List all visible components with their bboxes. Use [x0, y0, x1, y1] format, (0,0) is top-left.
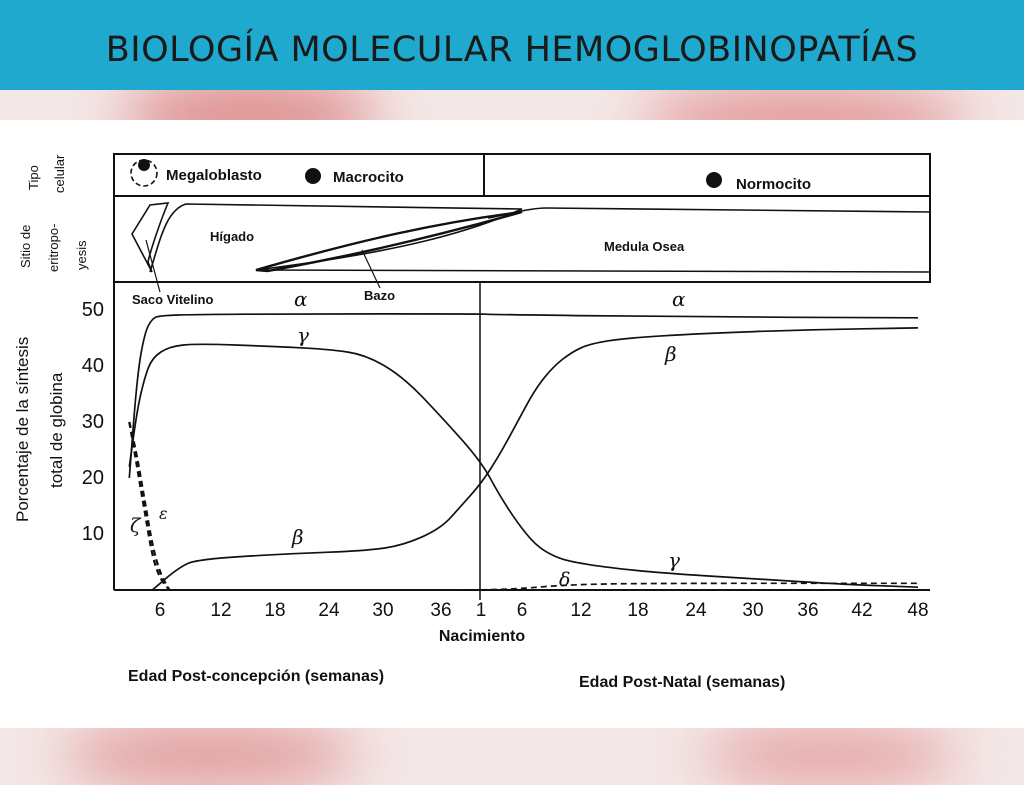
y-tick-50: 50 — [81, 299, 104, 321]
cell-type-macrocito: Macrocito — [333, 169, 404, 186]
x-tick-post-48: 48 — [907, 600, 929, 621]
row-labels — [18, 154, 89, 272]
label-delta: δ — [559, 569, 571, 591]
site-label-higado: Hígado — [210, 229, 255, 244]
x-tick-pre-30: 30 — [372, 600, 394, 621]
x-tick-pre-18: 18 — [264, 600, 286, 621]
y-axis-label-1: Porcentaje de la síntesis — [13, 336, 32, 522]
cell-type-row — [131, 159, 811, 193]
bone-marrow-shape — [488, 208, 930, 218]
megaloblast-nucleus-icon — [138, 159, 150, 171]
series-layer — [129, 314, 918, 590]
y-tick-20: 20 — [81, 467, 104, 489]
site-label-bazo: Bazo — [364, 288, 396, 303]
y-tick-10: 10 — [81, 523, 104, 545]
x-tick-post-36: 36 — [797, 600, 819, 621]
row-label-celular: celular — [52, 154, 67, 193]
spleen-shape — [256, 212, 522, 271]
label-alpha-pre: α — [294, 287, 308, 311]
row-label-eritropo: eritropo- — [46, 223, 61, 272]
label-beta-post: β — [665, 342, 677, 366]
x-tick-pre-24: 24 — [318, 600, 340, 621]
x-tick-pre-6: 6 — [154, 600, 166, 621]
label-beta-pre: β — [292, 525, 304, 549]
erythropoiesis-row — [132, 203, 930, 292]
slide-title: BIOLOGÍA MOLECULAR HEMOGLOBINOPATÍAS — [105, 30, 919, 70]
x-title-postconception: Edad Post-concepción (semanas) — [128, 668, 385, 685]
y-ticks — [82, 299, 104, 545]
x-tick-post-18: 18 — [627, 600, 649, 621]
x-tick-post-6: 6 — [516, 600, 528, 621]
x-tick-pre-36: 36 — [430, 600, 452, 621]
x-ticks — [155, 600, 929, 621]
birth-label: Nacimiento — [438, 628, 526, 645]
series-labels — [130, 287, 686, 591]
x-title-postnatal: Edad Post-Natal (semanas) — [579, 674, 786, 691]
y-axis-label-2: total de globina — [47, 372, 66, 488]
macrocyte-icon — [305, 168, 321, 184]
x-tick-post-24: 24 — [685, 600, 707, 621]
label-gamma-pre: γ — [297, 323, 309, 347]
label-zeta: ζ — [130, 515, 141, 537]
label-epsilon: ε — [159, 504, 168, 523]
yolk-sac-shape — [132, 203, 168, 272]
x-tick-pre-12: 12 — [210, 600, 232, 621]
series-line-γ — [129, 344, 918, 587]
y-tick-40: 40 — [81, 355, 104, 377]
y-tick-30: 30 — [81, 411, 104, 433]
site-label-saco-vitelino: Saco Vitelino — [132, 292, 214, 307]
cell-type-megaloblasto: Megaloblasto — [166, 167, 262, 184]
cell-type-normocito: Normocito — [736, 176, 811, 193]
normocyte-icon — [706, 172, 722, 188]
x-tick-post-30: 30 — [742, 600, 764, 621]
liver-shape — [150, 204, 930, 272]
label-alpha-post: α — [672, 287, 686, 311]
row-label-tipo: Tipo — [26, 165, 41, 190]
row-label-yesis: yesis — [74, 240, 89, 270]
site-label-medula: Medula Osea — [604, 239, 685, 254]
row-label-sitio: Sitio de — [18, 224, 33, 268]
label-gamma-post: γ — [668, 548, 680, 572]
x-tick-birth: 1 — [475, 600, 487, 621]
series-line-α — [129, 314, 918, 478]
x-tick-post-12: 12 — [570, 600, 592, 621]
x-tick-post-42: 42 — [851, 600, 873, 621]
series-line-β — [152, 328, 918, 590]
